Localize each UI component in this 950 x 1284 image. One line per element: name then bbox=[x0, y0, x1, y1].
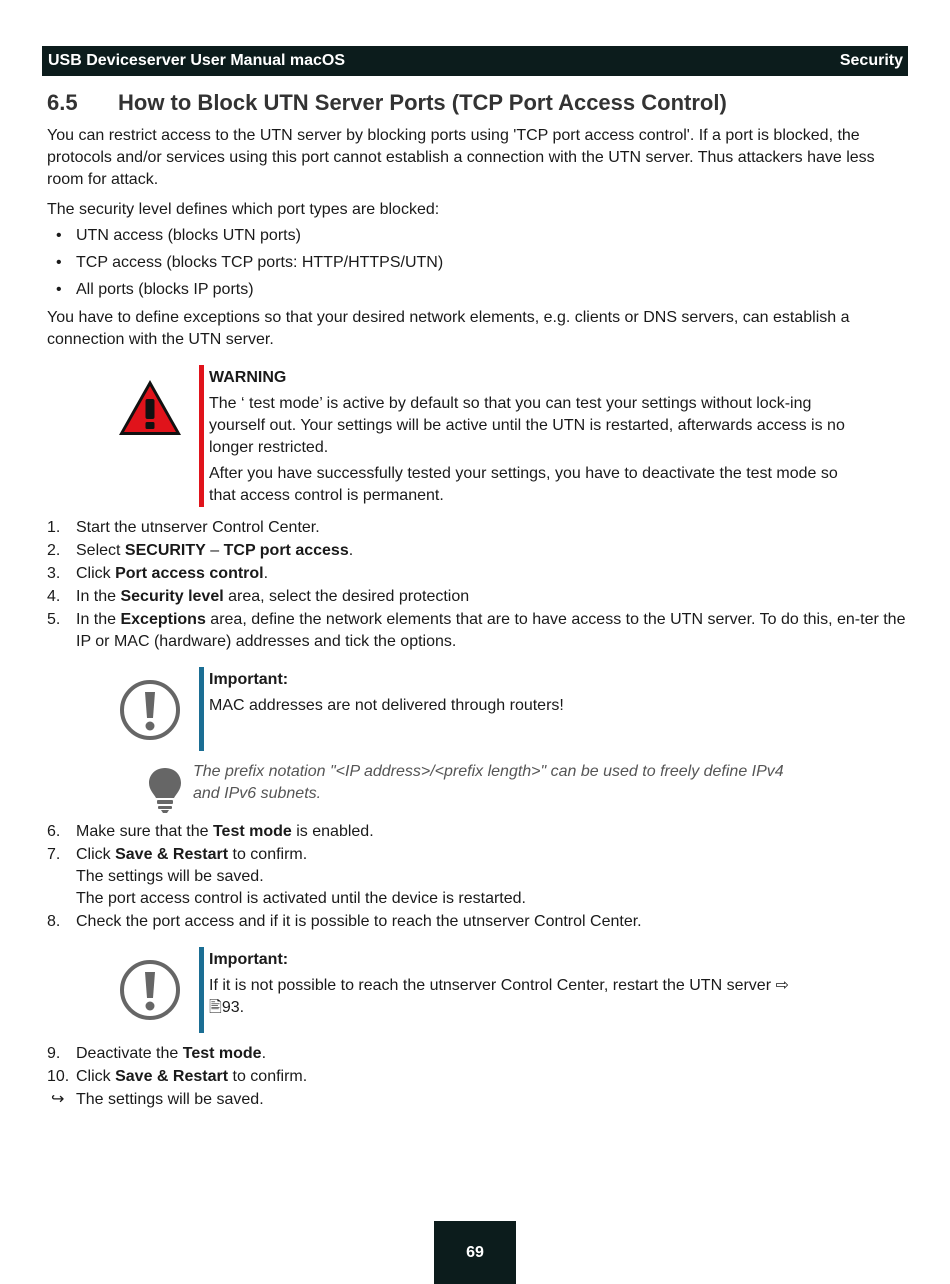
lightbulb-icon bbox=[147, 765, 187, 815]
warning-text: The ‘ test mode’ is active by default so that you can test your settings without lock-ing yourself out. Your settings will be active until the UTN is restarted, afterwards access is no longer restricted. bbox=[209, 395, 845, 456]
steps-list-a bbox=[47, 517, 907, 653]
important-title: Important: bbox=[209, 671, 289, 688]
steps-list-c bbox=[47, 1043, 907, 1111]
important-notice bbox=[47, 667, 907, 751]
exclamation-circle-icon bbox=[115, 955, 185, 1025]
list-item: 6. Make sure that the Test mode is enabled. bbox=[47, 823, 374, 840]
important-notice-2 bbox=[47, 947, 907, 1033]
exclamation-circle-icon bbox=[115, 675, 185, 745]
warning-title: WARNING bbox=[209, 369, 287, 386]
intro-paragraph: You can restrict access to the UTN server by blocking ports using 'TCP port access control'. If a port is blocked, the protocols and/or services using this port cannot establish a connection with the UTN server. Thus attackers have less room for attack. bbox=[47, 127, 875, 188]
port-type-list bbox=[47, 225, 907, 301]
list-item: 2. Select SECURITY – TCP port access. bbox=[47, 542, 354, 559]
warning-triangle-icon bbox=[115, 373, 185, 443]
security-level-paragraph: The security level defines which port types are blocked: bbox=[47, 201, 440, 218]
list-item: • UTN access (blocks UTN ports) bbox=[56, 227, 301, 244]
section-number: 6.5 bbox=[47, 90, 78, 115]
tip-text: The prefix notation "<IP address>/<prefix length>" can be used to freely define IPv4 and IPv6 subnets. bbox=[193, 763, 784, 802]
list-item: • All ports (blocks IP ports) bbox=[56, 281, 254, 298]
list-item: 10. Click Save & Restart to confirm. bbox=[47, 1068, 308, 1085]
important-text: MAC addresses are not delivered through routers! bbox=[209, 697, 564, 714]
result-arrow-icon: ↪ bbox=[51, 1091, 65, 1108]
warning-text-2: After you have successfully tested your settings, you have to deactivate the test mode so that access control is permanent. bbox=[209, 465, 838, 504]
section-heading bbox=[47, 90, 907, 116]
important-bar bbox=[199, 667, 204, 751]
important-bar bbox=[199, 947, 204, 1033]
warning-notice bbox=[47, 365, 907, 507]
list-item: 1. Start the utnserver Control Center. bbox=[47, 519, 320, 536]
exceptions-paragraph: You have to define exceptions so that your desired network elements, e.g. clients or DNS servers, can establish a connection with the UTN server. bbox=[47, 309, 850, 348]
important-title: Important: bbox=[209, 951, 289, 968]
manual-title: USB Deviceserver User Manual macOS bbox=[48, 52, 346, 69]
chapter-name: Security bbox=[839, 52, 903, 69]
list-item: 5. In the Exceptions area, define the network elements that are to have access to the UTN server. To do this, en-ter the IP or MAC (hardware) addresses and tick the options. bbox=[47, 611, 906, 650]
list-item: 7. Click Save & Restart to confirm. The settings will be saved. The port access control is activated until the device is restarted. bbox=[47, 846, 526, 907]
list-item: • TCP access (blocks TCP ports: HTTP/HTTPS/UTN) bbox=[56, 254, 444, 271]
important-text: If it is not possible to reach the utnserver Control Center, restart the UTN server ⇨ 🖹93. bbox=[209, 977, 789, 1016]
list-item: 8. Check the port access and if it is possible to reach the utnserver Control Center. bbox=[47, 913, 642, 930]
page-content bbox=[47, 90, 907, 1112]
warning-bar bbox=[199, 365, 204, 507]
list-item: 9. Deactivate the Test mode. bbox=[47, 1045, 267, 1062]
list-item: 3. Click Port access control. bbox=[47, 565, 269, 582]
result-item: ↪ The settings will be saved. bbox=[47, 1089, 907, 1111]
page-number: 69 bbox=[434, 1221, 516, 1284]
steps-list-b bbox=[47, 821, 907, 933]
tip-notice bbox=[47, 761, 907, 811]
section-title: How to Block UTN Server Ports (TCP Port Access Control) bbox=[118, 90, 727, 115]
page-header bbox=[42, 46, 908, 76]
list-item: 4. In the Security level area, select the desired protection bbox=[47, 588, 470, 605]
page-reference-link[interactable]: 🖹93. bbox=[209, 999, 245, 1016]
